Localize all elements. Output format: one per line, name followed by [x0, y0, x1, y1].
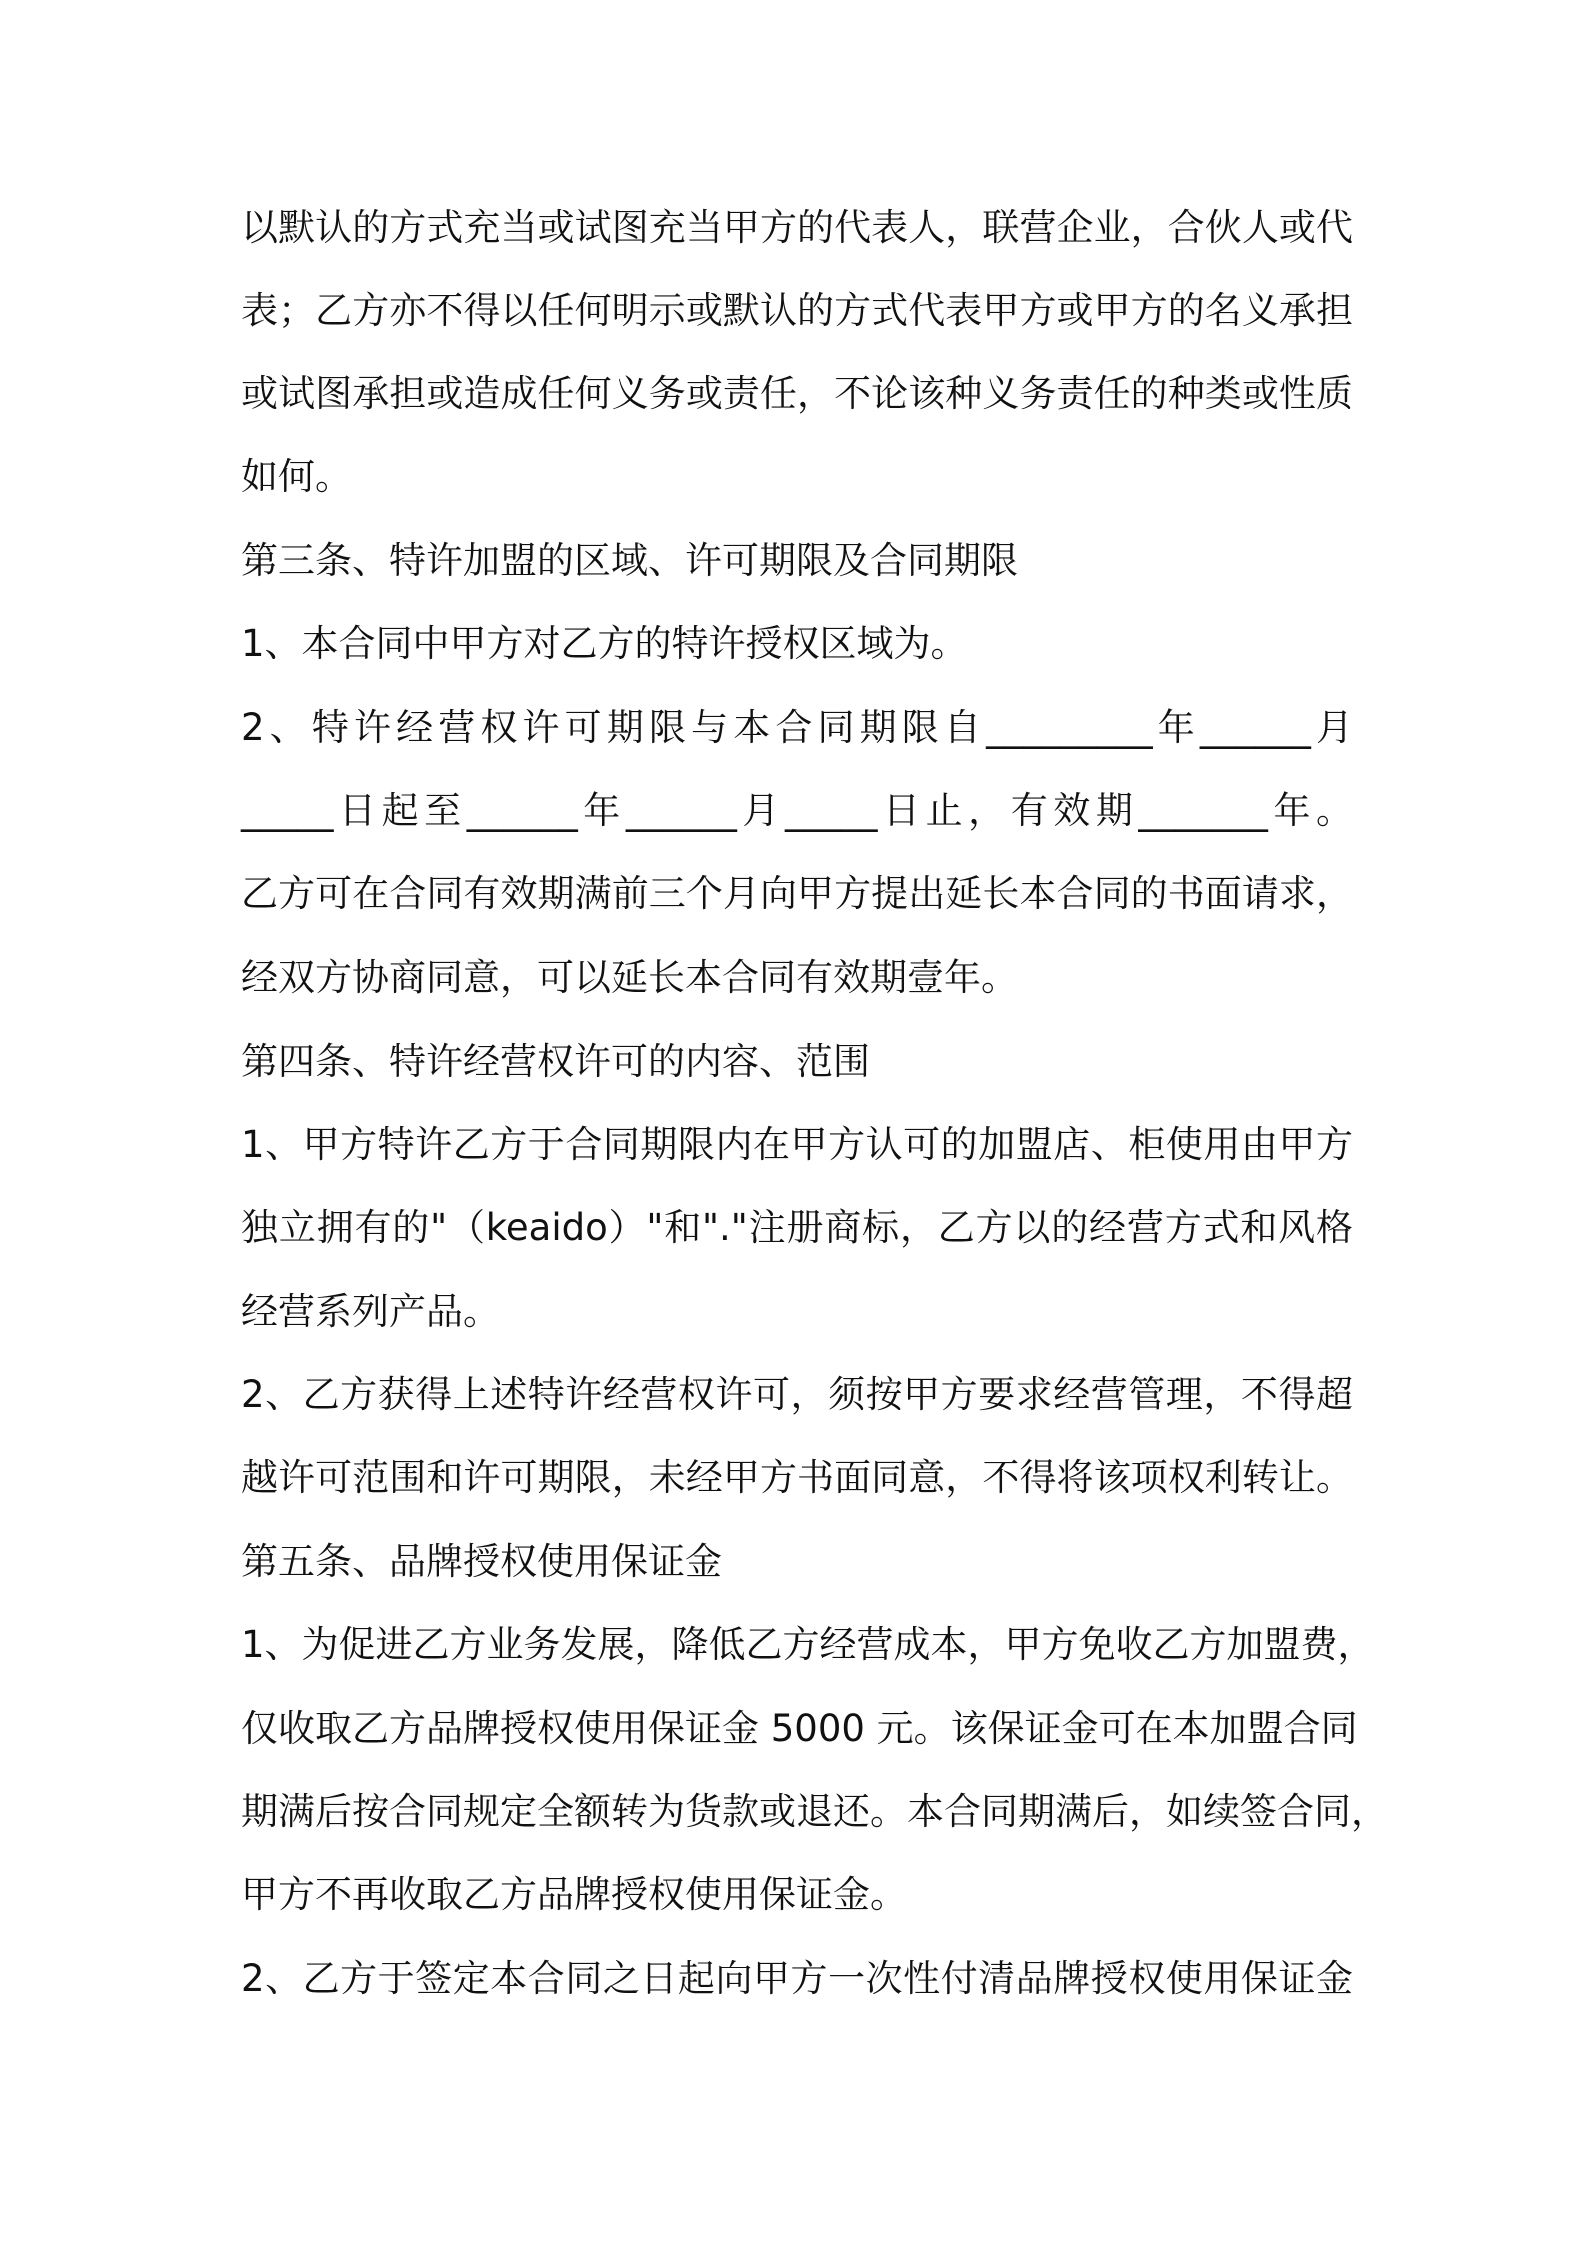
text-line-21: 甲方不再收取乙方品牌授权使用保证金。 [241, 1873, 907, 1916]
text-line-9: 乙方可在合同有效期满前三个月向甲方提出延长本合同的书面请求， [241, 872, 1353, 915]
text-line-22: 2、乙方于签定本合同之日起向甲方一次性付清品牌授权使用保证金 [241, 1957, 1353, 2000]
text-line-16: 越许可范围和许可期限，未经甲方书面同意，不得将该项权利转让。 [241, 1456, 1353, 1499]
section-heading-article-3: 第三条、特许加盟的区域、许可期限及合同期限 [241, 539, 1018, 582]
text-line-18: 1、为促进乙方业务发展，降低乙方经营成本，甲方免收乙方加盟费， [241, 1623, 1375, 1666]
text-line-7: 2、特许经营权许可期限与本合同期限自_________年______月 [241, 706, 1353, 749]
text-line-10: 经双方协商同意，可以延长本合同有效期壹年。 [241, 956, 1018, 999]
text-line-3: 或试图承担或造成任何义务或责任，不论该种义务责任的种类或性质 [241, 372, 1353, 415]
text-line-4: 如何。 [241, 455, 352, 498]
text-line-8: _____日起至______年______月_____日止，有效期_______年。 [241, 789, 1353, 832]
section-heading-article-5: 第五条、品牌授权使用保证金 [241, 1540, 722, 1583]
text-line-13: 独立拥有的"（keaido）"和"."注册商标，乙方以的经营方式和风格 [241, 1206, 1353, 1249]
text-line-2: 表；乙方亦不得以任何明示或默认的方式代表甲方或甲方的名义承担 [241, 289, 1353, 332]
text-line-12: 1、甲方特许乙方于合同期限内在甲方认可的加盟店、柜使用由甲方 [241, 1123, 1353, 1166]
text-line-14: 经营系列产品。 [241, 1290, 500, 1333]
text-line-6: 1、本合同中甲方对乙方的特许授权区域为。 [241, 622, 968, 665]
text-line-1: 以默认的方式充当或试图充当甲方的代表人，联营企业，合伙人或代 [241, 206, 1353, 249]
section-heading-article-4: 第四条、特许经营权许可的内容、范围 [241, 1040, 870, 1083]
text-line-15: 2、乙方获得上述特许经营权许可，须按甲方要求经营管理，不得超 [241, 1373, 1353, 1416]
text-line-19: 仅收取乙方品牌授权使用保证金 5000 元。该保证金可在本加盟合同 [241, 1707, 1358, 1750]
text-line-20: 期满后按合同规定全额转为货款或退还。本合同期满后，如续签合同， [241, 1790, 1388, 1833]
